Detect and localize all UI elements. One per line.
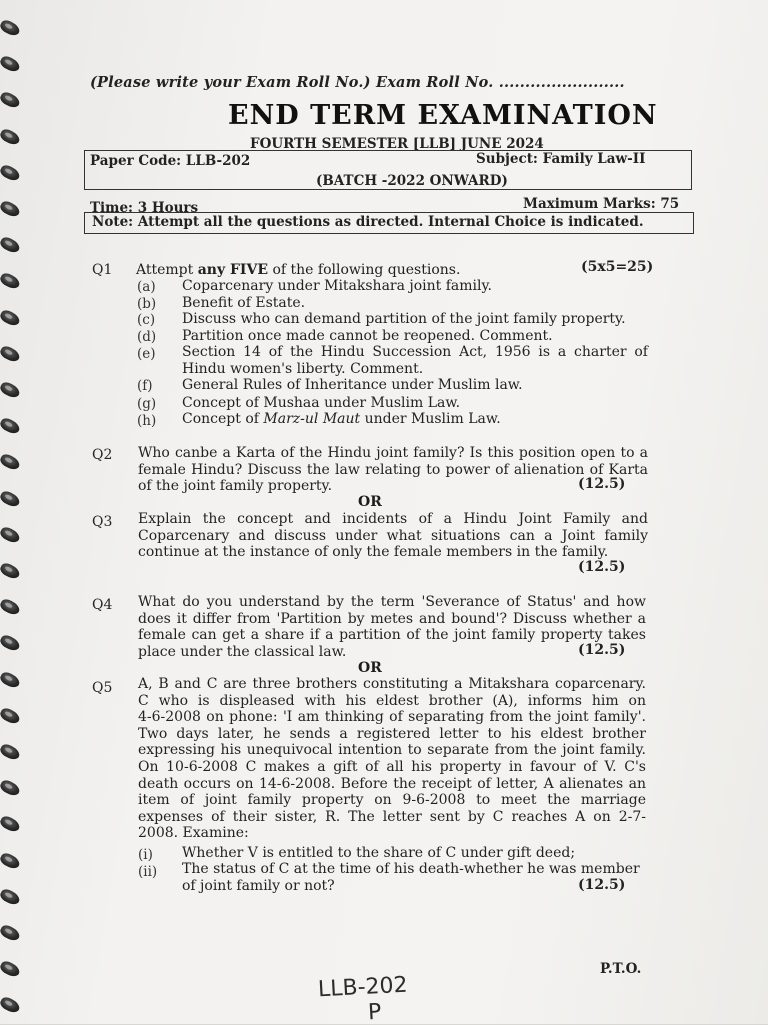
q5-item-text-continued: of joint family or not? xyxy=(182,878,335,894)
item-label: (c) xyxy=(137,312,156,328)
question-number: Q1 xyxy=(92,262,113,278)
q1-item-text: Benefit of Estate. xyxy=(182,295,306,311)
spiral-ring xyxy=(0,887,22,907)
spiral-ring xyxy=(0,54,22,74)
batch: (BATCH -2022 ONWARD) xyxy=(316,173,508,189)
q1-item-text: Discuss who can demand partition of the joint family property. xyxy=(182,311,626,327)
spiral-ring xyxy=(0,670,22,690)
spiral-ring xyxy=(0,706,22,726)
spiral-ring xyxy=(0,127,22,147)
q4-marks: (12.5) xyxy=(578,642,626,658)
q1-item-text: Coparcenary under Mitakshara joint family. xyxy=(182,278,493,294)
spiral-ring xyxy=(0,452,22,472)
q1-item-text: Concept of Marz-ul Maut under Muslim Law. xyxy=(182,411,501,427)
item-label: (d) xyxy=(137,329,157,345)
spiral-ring xyxy=(0,489,22,509)
item-label: (f) xyxy=(137,378,153,394)
q1-item-text: Partition once made cannot be reopened. Comment. xyxy=(182,328,553,344)
question-number: Q3 xyxy=(92,514,113,530)
subject: Subject: Family Law-II xyxy=(476,151,646,167)
spiral-ring xyxy=(0,959,22,979)
spiral-ring xyxy=(0,778,22,798)
q5-text: A, B and C are three brothers constituting a Mitakshara coparcenary. C who is displeased with his eldest brother (A), informs him on 4-6-2008 on phone: 'I am thinking of separating from the joint family'. Two days later, he sends a registered letter to his eldest brother expressing his unequivocal intention to separate from the joint family. On 10-6-2008 C makes a gift of all his property in favour of V. C's death occurs on 14-6-2008. Before the receipt of letter, A alienates an item of joint family property on 9-6-2008 to meet the marriage expenses of their sister, R. The letter sent by C reaches A on 2-7- 2008. Examine: xyxy=(138,676,646,842)
spiral-ring xyxy=(0,90,22,110)
q1-item-text-continued: Hindu women's liberty. Comment. xyxy=(182,361,424,377)
q1-intro: Attempt any FIVE of the following questions. xyxy=(136,262,461,278)
item-label: (g) xyxy=(137,396,157,412)
spiral-ring xyxy=(0,308,22,328)
spiral-ring xyxy=(0,18,22,38)
q3-text: Explain the concept and incidents of a Hindu Joint Family and Coparcenary and discuss under what situations can a Joint family continue at the instance of only the female members in the family. xyxy=(138,511,648,561)
spiral-ring xyxy=(0,814,22,834)
time-allowed: Time: 3 Hours xyxy=(90,200,199,216)
pto-label: P.T.O. xyxy=(600,961,642,977)
q5-marks: (12.5) xyxy=(578,877,626,893)
q1-item-text: Concept of Mushaa under Muslim Law. xyxy=(182,395,461,411)
question-number: Q2 xyxy=(92,447,113,463)
exam-roll-line: (Please write your Exam Roll No.) Exam Roll No. ........................ xyxy=(90,74,625,91)
q1-item-text: General Rules of Inheritance under Muslim law. xyxy=(182,377,523,393)
or-separator: OR xyxy=(358,660,382,676)
maximum-marks: Maximum Marks: 75 xyxy=(523,196,680,212)
q1-marks: (5x5=25) xyxy=(581,259,654,275)
spiral-ring xyxy=(0,923,22,943)
spiral-ring xyxy=(0,163,22,183)
item-label: (ii) xyxy=(138,864,158,880)
spiral-ring xyxy=(0,271,22,291)
q5-item-text: Whether V is entitled to the share of C under gift deed; xyxy=(182,845,576,861)
q3-marks: (12.5) xyxy=(578,559,626,575)
question-number: Q4 xyxy=(92,597,113,613)
semester-line: FOURTH SEMESTER [LLB] JUNE 2024 xyxy=(250,136,544,152)
spiral-ring xyxy=(0,525,22,545)
item-label: (h) xyxy=(137,413,157,429)
q4-text: What do you understand by the term 'Severance of Status' and how does it differ from 'Partition by metes and bound'? Discuss whether a female can get a share if a partition of the joint family property takes place under the classical law. xyxy=(138,594,646,660)
spiral-ring xyxy=(0,633,22,653)
spiral-ring xyxy=(0,344,22,364)
exam-title: END TERM EXAMINATION xyxy=(228,100,658,131)
spiral-ring xyxy=(0,995,22,1015)
spiral-ring xyxy=(0,742,22,762)
instruction-note: Note: Attempt all the questions as directed. Internal Choice is indicated. xyxy=(92,214,644,230)
item-label: (a) xyxy=(137,279,156,295)
item-label: (b) xyxy=(137,296,157,312)
q2-text: Who canbe a Karta of the Hindu joint family? Is this position open to a female Hindu? Discuss the law relating to power of alienation of Karta of the joint family property. xyxy=(138,445,648,495)
spiral-ring xyxy=(0,235,22,255)
spiral-ring xyxy=(0,597,22,617)
q1-item-text: Section 14 of the Hindu Succession Act, 1956 is a charter of xyxy=(182,344,648,360)
spiral-ring xyxy=(0,380,22,400)
handwritten-initial: P xyxy=(367,999,382,1025)
spiral-ring xyxy=(0,199,22,219)
item-label: (i) xyxy=(138,847,153,863)
paper-code: Paper Code: LLB-202 xyxy=(90,153,251,169)
spiral-binding xyxy=(0,0,30,1024)
q5-item-text: The status of C at the time of his death-whether he was member xyxy=(182,861,640,877)
spiral-ring xyxy=(0,561,22,581)
item-label: (e) xyxy=(137,346,156,362)
or-separator: OR xyxy=(358,494,382,510)
q2-marks: (12.5) xyxy=(578,476,626,492)
handwritten-paper-code: LLB-202 xyxy=(317,972,409,1003)
spiral-ring xyxy=(0,851,22,871)
question-number: Q5 xyxy=(92,680,113,696)
spiral-ring xyxy=(0,416,22,436)
